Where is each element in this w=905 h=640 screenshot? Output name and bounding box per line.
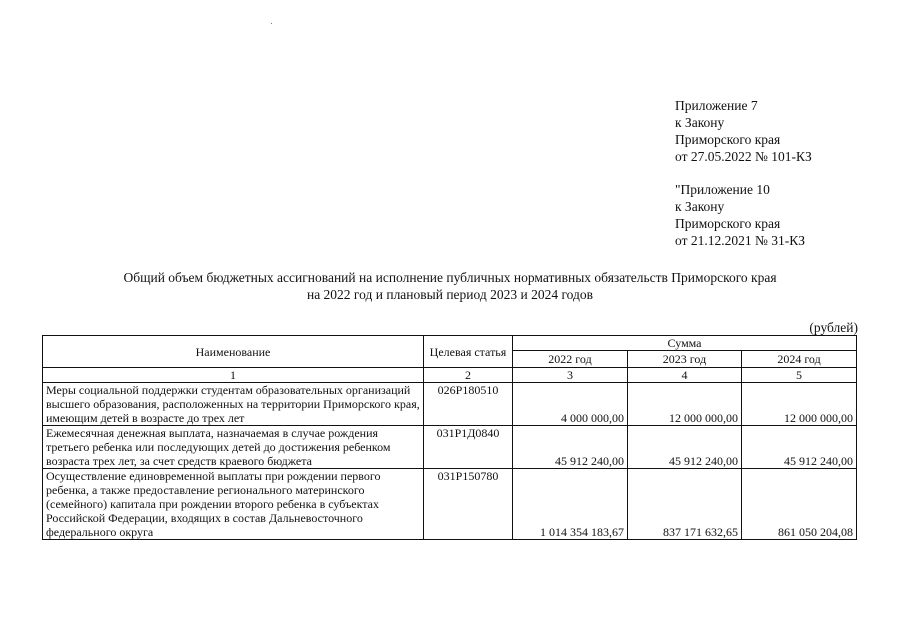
row-amount-2024: 12 000 000,00	[742, 383, 857, 426]
column-number-row	[43, 368, 857, 383]
column-number: 4	[628, 368, 742, 383]
row-amount-2022: 4 000 000,00	[513, 383, 628, 426]
title-line-2: на 2022 год и плановый период 2023 и 2024 годов	[306, 287, 594, 302]
table-row	[43, 469, 857, 540]
appendix-line: Приморского края	[675, 216, 781, 231]
appendix-line: Приморского края	[675, 132, 781, 147]
appendix-line: к Закону	[675, 115, 725, 130]
header-year: 2024 год	[742, 351, 857, 368]
row-code: 031Р1Д0840	[424, 426, 513, 469]
header-sum: Сумма	[513, 336, 857, 351]
row-amount-2023: 837 171 632,65	[628, 469, 742, 540]
appendix-line: к Закону	[675, 199, 725, 214]
header-year: 2022 год	[513, 351, 628, 368]
column-number: 2	[424, 368, 513, 383]
row-name: Меры социальной поддержки студентам образовательных организаций высшего образования, расположенных на территории Приморского края, имеющим детей в возрасте до трех лет	[43, 383, 424, 426]
appendix-line: от 27.05.2022 № 101-КЗ	[675, 149, 812, 164]
appendix-line: от 21.12.2021 № 31-КЗ	[675, 233, 805, 248]
header-name: Наименование	[43, 336, 424, 368]
table-row	[43, 426, 857, 469]
row-amount-2022: 45 912 240,00	[513, 426, 628, 469]
column-number: 3	[513, 368, 628, 383]
column-number: 1	[43, 368, 424, 383]
row-amount-2024: 861 050 204,08	[742, 469, 857, 540]
appendix-note	[675, 97, 812, 249]
appendix-line: "Приложение 10	[675, 182, 770, 197]
row-name: Осуществление единовременной выплаты при рождении первого ребенка, а также предоставление регионального материнского (семейного) капитала при рождении второго ребенка в субъектах Российской Федерации, входящих в состав Дальневосточного федерального округа	[43, 469, 424, 540]
appendix-line: Приложение 7	[675, 98, 758, 113]
row-name: Ежемесячная денежная выплата, назначаемая в случае рождения третьего ребенка или последующих детей до достижения ребенком возраста трех лет, за счет средств краевого бюджета	[43, 426, 424, 469]
document-title	[40, 269, 860, 303]
budget-table	[42, 335, 857, 540]
scan-speck	[271, 23, 272, 24]
column-number: 5	[742, 368, 857, 383]
row-amount-2023: 45 912 240,00	[628, 426, 742, 469]
unit-label: (рублей)	[809, 320, 858, 335]
row-code: 031Р150780	[424, 469, 513, 540]
header-article: Целевая статья	[424, 336, 513, 368]
row-code: 026Р180510	[424, 383, 513, 426]
row-amount-2024: 45 912 240,00	[742, 426, 857, 469]
title-line-1: Общий объем бюджетных ассигнований на исполнение публичных нормативных обязательств Приморского края	[123, 270, 777, 285]
table-row	[43, 383, 857, 426]
row-amount-2023: 12 000 000,00	[628, 383, 742, 426]
row-amount-2022: 1 014 354 183,67	[513, 469, 628, 540]
header-year: 2023 год	[628, 351, 742, 368]
header-row	[43, 336, 857, 351]
